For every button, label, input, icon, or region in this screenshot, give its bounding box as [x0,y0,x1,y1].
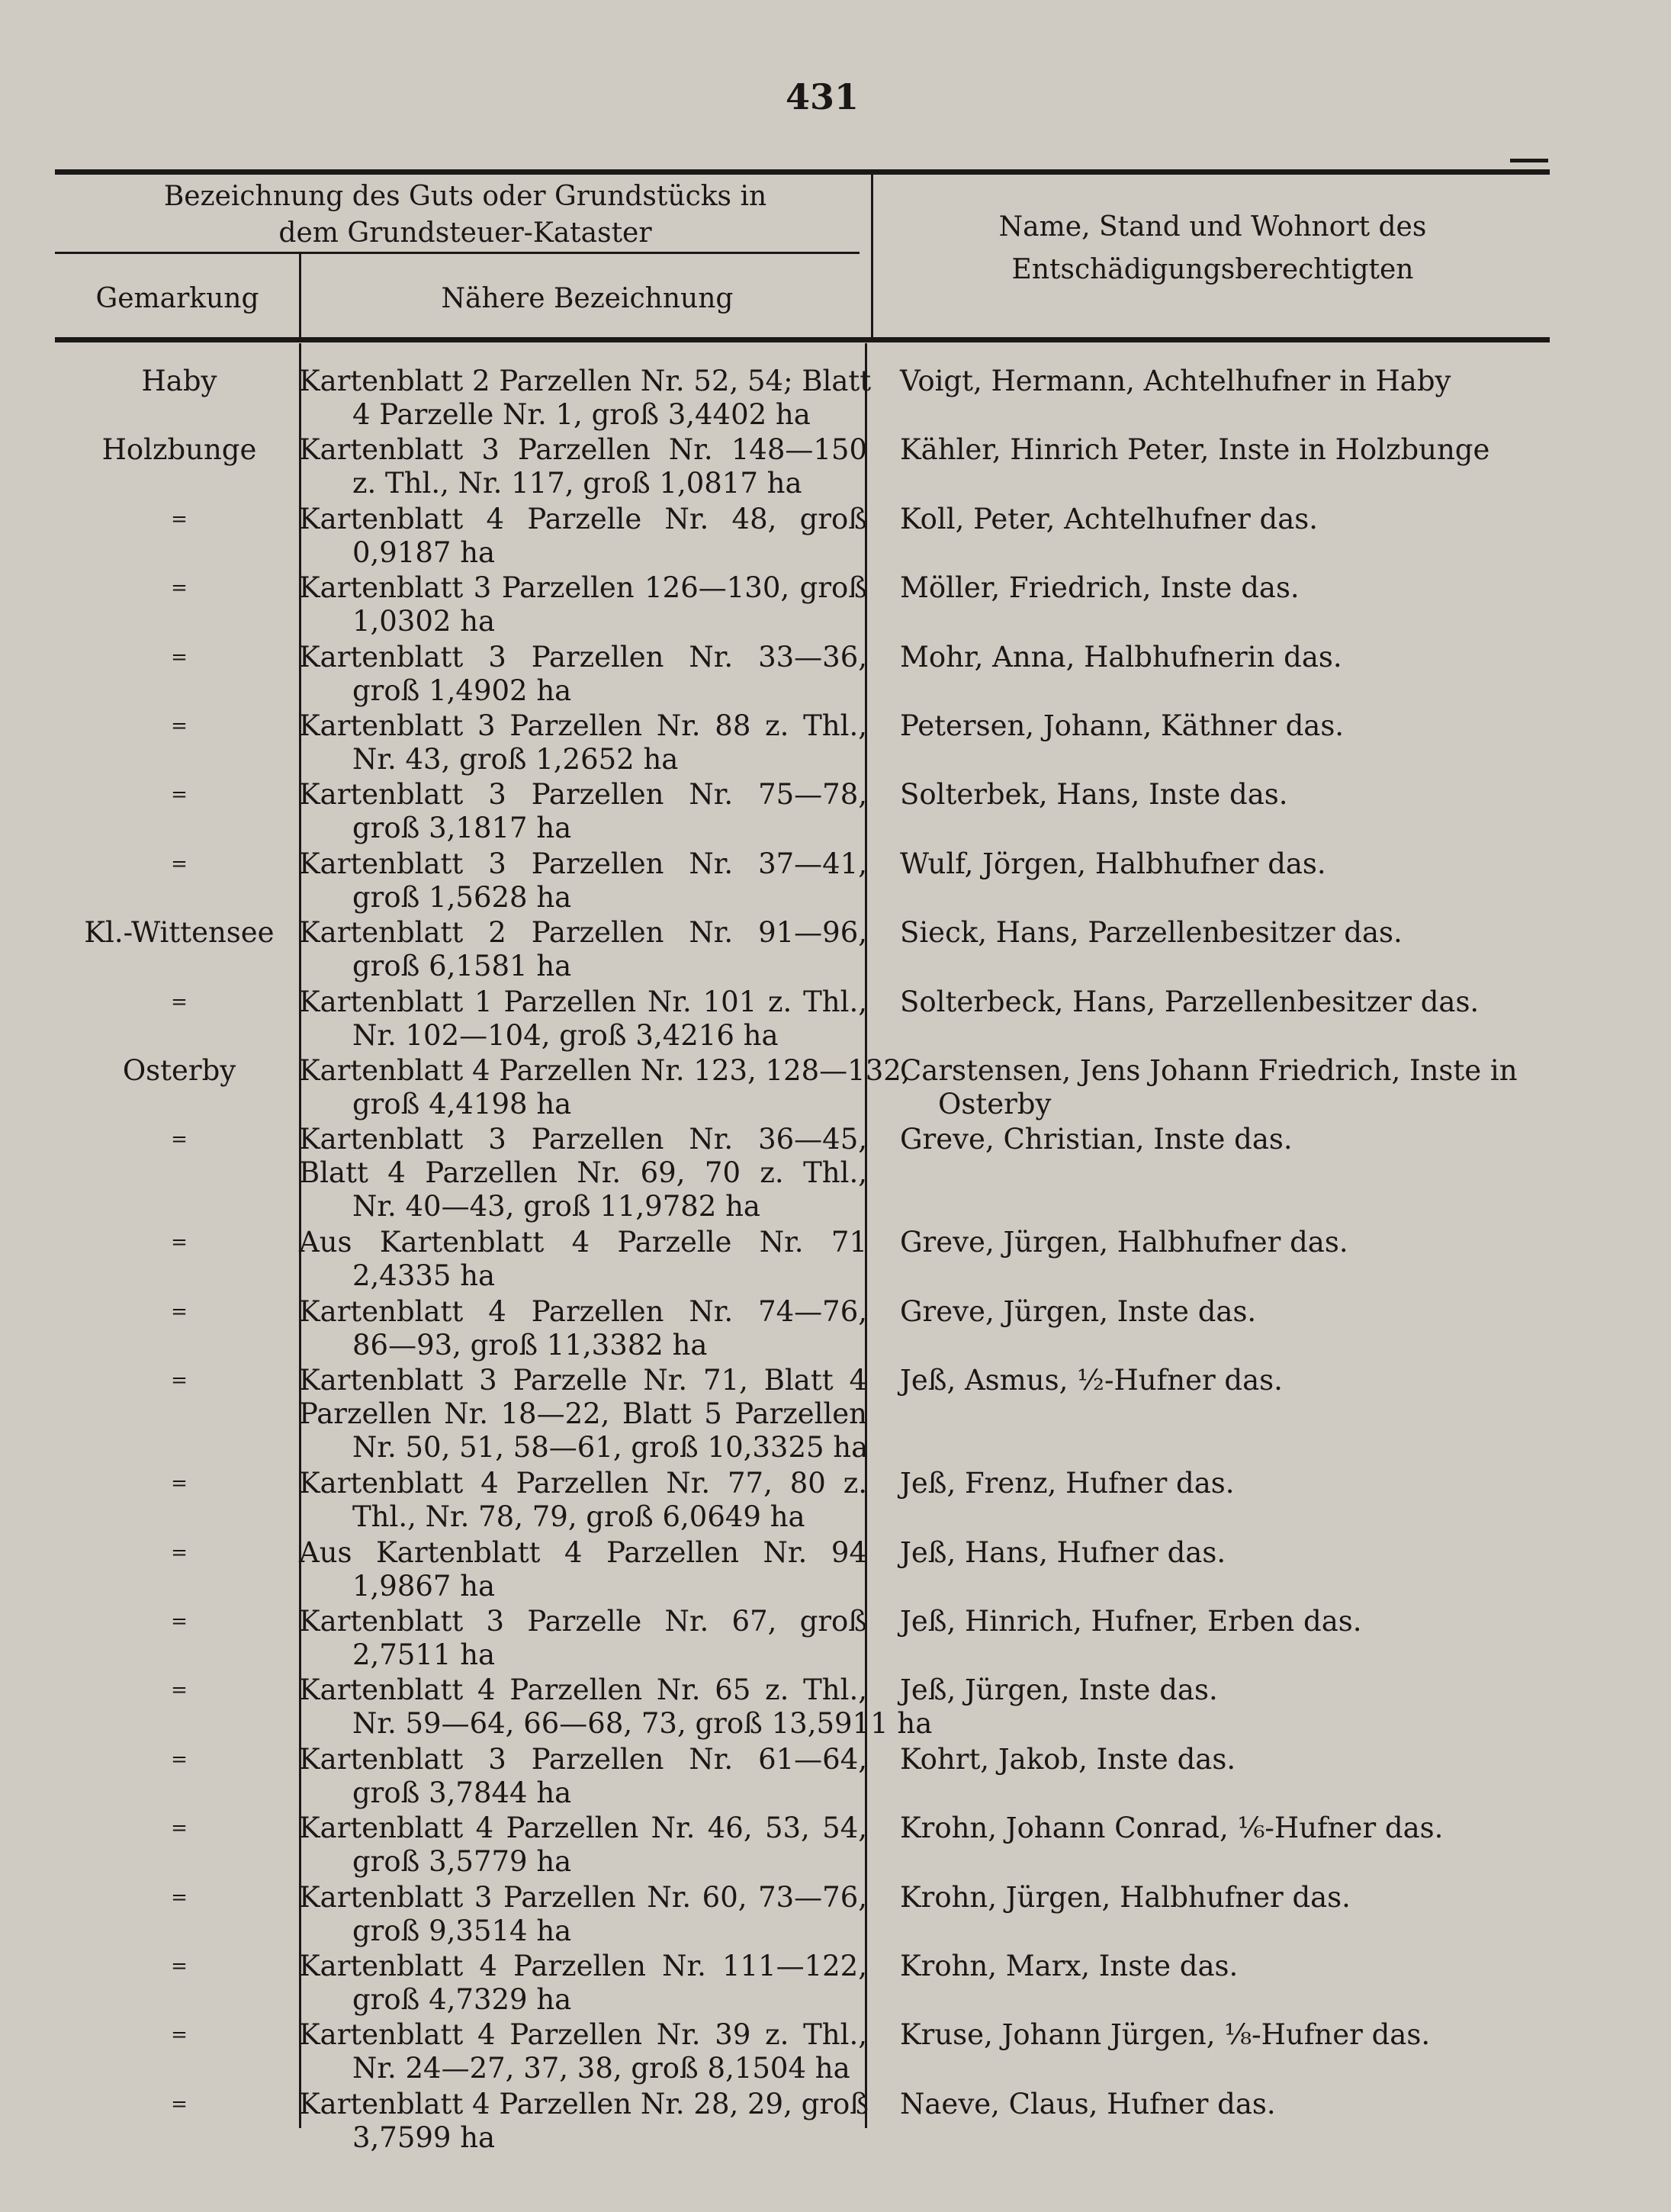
bezeichnung-cell [299,1467,867,1534]
bezeichnung-line: Kartenblatt 3 Parzellen Nr. 37—41, [299,847,867,880]
bezeichnung-line: groß 6,1581 ha [352,950,572,982]
bezeichnung-line: Kartenblatt 4 Parzellen Nr. 65 z. Thl., [299,1673,867,1706]
bezeichnung-line: Nr. 102—104, groß 3,4216 ha [352,1019,779,1052]
gemarkung-cell: = [171,991,188,1014]
gemarkung-cell: = [171,783,188,806]
bezeichnung-line: Thl., Nr. 78, 79, groß 6,0649 ha [352,1500,805,1533]
name-line: Mohr, Anna, Halbhufnerin das. [900,641,1342,674]
name-line: Jeß, Hinrich, Hufner, Erben das. [900,1605,1362,1638]
bezeichnung-line: Kartenblatt 3 Parzellen Nr. 61—64, [299,1743,867,1776]
name-line: Jeß, Frenz, Hufner das. [900,1467,1235,1500]
bezeichnung-line: Kartenblatt 3 Parzellen Nr. 75—78, [299,778,867,811]
name-line: Möller, Friedrich, Inste das. [900,571,1300,604]
name-line: Osterby [938,1088,1052,1120]
gemarkung-cell: = [171,508,188,531]
bezeichnung-line: 4 Parzelle Nr. 1, groß 3,4402 ha [352,398,811,431]
bezeichnung-line: Kartenblatt 3 Parzellen 126—130, groß [299,571,867,604]
gemarkung-cell: = [171,1128,188,1151]
name-cell [900,571,1655,605]
name-cell [900,1881,1655,1915]
page-number: 431 [786,76,860,117]
bezeichnung-line: Nr. 59—64, 66—68, 73, groß 13,5911 ha [352,1707,933,1740]
name-line: Wulf, Jörgen, Halbhufner das. [900,847,1326,880]
header-gemarkung: Gemarkung [95,283,259,314]
bezeichnung-line: 86—93, groß 11,3382 ha [352,1329,708,1362]
bezeichnung-cell [299,1226,867,1293]
gemarkung-cell: = [171,1817,188,1840]
gemarkung-cell: = [171,1748,188,1771]
name-line: Kruse, Johann Jürgen, ⅛-Hufner das. [900,2018,1431,2051]
bezeichnung-line: groß 3,5779 ha [352,1845,572,1878]
bezeichnung-cell [299,365,872,432]
bezeichnung-cell [299,847,867,915]
bezeichnung-line: Aus Kartenblatt 4 Parzelle Nr. 71 [299,1226,867,1259]
name-line: Petersen, Johann, Käthner das. [900,709,1345,742]
bezeichnung-line: Kartenblatt 2 Parzellen Nr. 91—96, [299,916,867,949]
bezeichnung-line: Kartenblatt 3 Parzellen Nr. 88 z. Thl., [299,709,867,742]
bezeichnung-cell [299,2088,867,2155]
bezeichnung-line: Kartenblatt 3 Parzellen Nr. 33—36, [299,641,867,674]
bezeichnung-cell [299,1536,867,1603]
bezeichnung-cell [299,1881,867,1948]
bezeichnung-cell [299,778,867,845]
bezeichnung-line: groß 1,5628 ha [352,881,572,914]
header-col-divider-1 [299,254,301,339]
gemarkung-cell: = [171,1231,188,1254]
name-line: Krohn, Johann Conrad, ⅙-Hufner das. [900,1812,1444,1844]
bezeichnung-line: Kartenblatt 4 Parzellen Nr. 74—76, [299,1295,867,1328]
bezeichnung-cell [299,1123,867,1223]
bezeichnung-cell [299,1950,867,2017]
header-group-title [84,178,847,252]
bezeichnung-line: groß 3,1817 ha [352,812,572,844]
name-line: Kohrt, Jakob, Inste das. [900,1743,1236,1776]
top-rule [55,169,1550,175]
gemarkung-cell: = [171,2024,188,2046]
name-line: Koll, Peter, Achtelhufner das. [900,503,1319,535]
bezeichnung-line: Nr. 40—43, groß 11,9782 ha [352,1190,760,1223]
name-line: Kähler, Hinrich Peter, Inste in Holzbunge [900,433,1490,466]
bezeichnung-line: 2,7511 ha [352,1638,496,1671]
bezeichnung-line: Kartenblatt 3 Parzelle Nr. 67, groß [299,1605,867,1638]
header-name [877,206,1548,291]
bezeichnung-line: 2,4335 ha [352,1259,496,1292]
name-cell [900,1950,1655,1983]
header-col-divider-2 [871,174,873,339]
bezeichnung-cell [299,1295,867,1362]
bezeichnung-line: Kartenblatt 3 Parzelle Nr. 71, Blatt 4 [299,1364,867,1397]
bezeichnung-line: 1,0302 ha [352,605,496,638]
name-cell [900,2088,1655,2121]
gemarkung-cell: = [171,577,188,600]
header-bezeichnung: Nähere Bezeichnung [441,283,734,314]
top-rule-right [1510,159,1548,162]
name-cell [900,1123,1655,1156]
gemarkung-cell: = [171,646,188,669]
name-cell [900,433,1655,467]
bezeichnung-line: Kartenblatt 4 Parzellen Nr. 39 z. Thl., [299,2018,867,2051]
bezeichnung-line: Kartenblatt 4 Parzellen Nr. 28, 29, groß [299,2088,869,2120]
bezeichnung-line: groß 4,4198 ha [352,1088,572,1120]
gemarkung-cell: = [171,1679,188,1702]
gemarkung-cell: = [171,1301,188,1323]
name-cell [900,1673,1655,1707]
name-line: Krohn, Marx, Inste das. [900,1950,1239,1982]
bezeichnung-cell [299,433,867,500]
name-line: Carstensen, Jens Johann Friedrich, Inste in [900,1054,1518,1087]
bezeichnung-line: Kartenblatt 1 Parzellen Nr. 101 z. Thl., [299,985,867,1018]
bezeichnung-cell [299,1812,867,1879]
gemarkung-cell: = [171,1610,188,1633]
name-cell [900,1054,1655,1121]
gemarkung-cell: Kl.-Wittensee [84,916,275,949]
name-line: Jeß, Hans, Hufner das. [900,1536,1226,1569]
gemarkung-cell: = [171,715,188,738]
bezeichnung-cell [299,2018,867,2085]
bezeichnung-line: groß 4,7329 ha [352,1983,572,2016]
bezeichnung-line: groß 1,4902 ha [352,674,572,707]
name-cell [900,847,1655,881]
gemarkung-cell: Holzbunge [101,433,257,466]
name-cell [900,916,1655,950]
bezeichnung-line: Aus Kartenblatt 4 Parzellen Nr. 94 [299,1536,867,1569]
name-cell [900,1536,1655,1570]
bezeichnung-cell [299,1673,933,1741]
bezeichnung-cell [299,503,867,570]
bezeichnung-line: 1,9867 ha [352,1570,496,1603]
name-line: Solterbek, Hans, Inste das. [900,778,1288,811]
name-cell [900,1226,1655,1259]
gemarkung-cell: = [171,1886,188,1909]
gemarkung-cell: = [171,2093,188,2116]
gemarkung-cell: Haby [141,365,217,397]
name-cell [900,778,1655,812]
bezeichnung-line: Nr. 24—27, 37, 38, groß 8,1504 ha [352,2052,850,2085]
bezeichnung-line: Kartenblatt 4 Parzellen Nr. 111—122, [299,1950,867,1982]
name-cell [900,1743,1655,1776]
bezeichnung-line: 0,9187 ha [352,536,496,569]
header-bottom-rule [55,337,1550,342]
name-line: Naeve, Claus, Hufner das. [900,2088,1276,2120]
gemarkung-cell: Osterby [122,1054,236,1087]
bezeichnung-line: groß 9,3514 ha [352,1915,572,1947]
bezeichnung-cell [299,916,867,983]
bezeichnung-line: Kartenblatt 3 Parzellen Nr. 60, 73—76, [299,1881,867,1914]
name-cell [900,2018,1655,2052]
bezeichnung-cell [299,571,867,638]
name-line: Solterbeck, Hans, Parzellenbesitzer das. [900,985,1480,1018]
name-cell [900,1467,1655,1500]
gemarkung-cell: = [171,853,188,876]
name-line: Voigt, Hermann, Achtelhufner in Haby [900,365,1451,397]
header-group-line-1: Bezeichnung des Guts oder Grundstücks in [163,181,767,212]
bezeichnung-cell [299,1054,911,1121]
bezeichnung-line: Blatt 4 Parzellen Nr. 69, 70 z. Thl., [299,1156,867,1189]
name-line: Greve, Christian, Inste das. [900,1123,1293,1156]
name-line: Greve, Jürgen, Halbhufner das. [900,1226,1348,1259]
name-cell [900,1364,1655,1397]
gemarkung-cell: = [171,1472,188,1495]
bezeichnung-line: Nr. 50, 51, 58—61, groß 10,3325 ha [352,1431,869,1464]
bezeichnung-line: Parzellen Nr. 18—22, Blatt 5 Parzellen [299,1397,867,1430]
name-line: Jeß, Asmus, ½-Hufner das. [900,1364,1283,1397]
bezeichnung-cell [299,1743,867,1810]
name-cell [900,365,1655,398]
bezeichnung-line: Nr. 43, groß 1,2652 ha [352,743,679,776]
name-line: Jeß, Jürgen, Inste das. [900,1673,1218,1706]
bezeichnung-cell [299,1605,867,1672]
name-cell [900,1605,1655,1638]
bezeichnung-cell [299,709,867,776]
name-line: Sieck, Hans, Parzellenbesitzer das. [900,916,1403,949]
bezeichnung-line: groß 3,7844 ha [352,1776,572,1809]
bezeichnung-line: Kartenblatt 3 Parzellen Nr. 148—150 [299,433,867,466]
name-cell [900,641,1655,674]
bezeichnung-cell [299,641,867,708]
bezeichnung-line: Kartenblatt 4 Parzellen Nr. 123, 128—132, [299,1054,911,1087]
gemarkung-cell: = [171,1955,188,1978]
header-name-line-1: Name, Stand und Wohnort des [998,211,1427,243]
bezeichnung-line: 3,7599 ha [352,2121,496,2154]
name-cell [900,1812,1655,1845]
name-cell [900,503,1655,536]
bezeichnung-line: Kartenblatt 3 Parzellen Nr. 36—45, [299,1123,867,1156]
gemarkung-cell: = [171,1542,188,1564]
bezeichnung-line: Kartenblatt 4 Parzellen Nr. 77, 80 z. [299,1467,867,1500]
name-line: Greve, Jürgen, Inste das. [900,1295,1257,1328]
gemarkung-cell: = [171,1369,188,1392]
bezeichnung-cell [299,1364,867,1464]
bezeichnung-cell [299,985,867,1053]
bezeichnung-line: Kartenblatt 4 Parzellen Nr. 46, 53, 54, [299,1812,867,1844]
name-cell [900,709,1655,743]
header-group-line-2: dem Grundsteuer-Kataster [278,217,652,249]
header-group-rule [55,252,860,254]
bezeichnung-line: z. Thl., Nr. 117, groß 1,0817 ha [352,467,802,500]
name-line: Krohn, Jürgen, Halbhufner das. [900,1881,1351,1914]
bezeichnung-line: Kartenblatt 4 Parzelle Nr. 48, groß [299,503,867,535]
bezeichnung-line: Kartenblatt 2 Parzellen Nr. 52, 54; Blatt [299,365,872,397]
header-name-line-2: Entschädigungsberechtigten [1011,254,1414,285]
name-cell [900,985,1655,1019]
name-cell [900,1295,1655,1329]
